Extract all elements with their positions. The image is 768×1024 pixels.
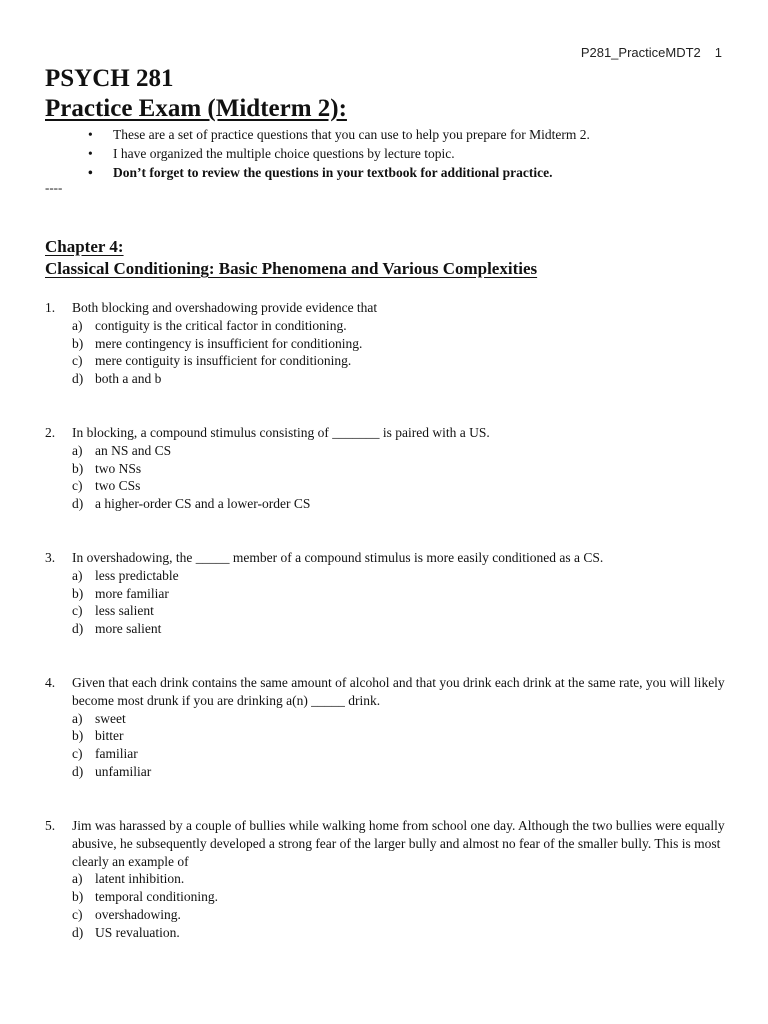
question-text: Given that each drink contains the same amount of alcohol and that you drink each drink at the same rate, you will likely become most drunk if you are drinking a(n) _____ drink. [72,675,725,708]
option-letter: b) [72,335,84,351]
option-text: two CSs [95,478,141,494]
option-list [45,710,725,781]
option-text: sweet [95,710,126,726]
document-id: P281_PracticeMDT2 [580,45,701,60]
option-item [72,602,725,620]
question-5 [45,817,725,942]
exam-title: Practice Exam (Midterm 2): [45,95,347,122]
question-number: 1. [45,300,56,315]
question-4 [45,674,725,781]
option-letter: d) [72,763,84,779]
option-text: overshadowing. [95,906,181,922]
intro-list [88,125,590,182]
option-item [72,924,725,942]
option-text: a higher-order CS and a lower-order CS [95,496,311,512]
option-item [72,906,725,924]
option-text: bitter [95,728,124,744]
question-text: In blocking, a compound stimulus consisting of _______ is paired with a US. [72,425,490,440]
option-letter: d) [72,371,84,387]
option-item [72,745,725,763]
option-text: both a and b [95,371,162,387]
option-item [72,317,725,335]
option-letter: a) [72,567,83,583]
option-item [72,620,725,638]
option-item [72,585,725,603]
option-letter: d) [72,496,84,512]
option-text: mere contiguity is insufficient for conditioning. [95,353,352,369]
separator: ---- [45,180,63,195]
question-stem [45,424,725,442]
option-text: unfamiliar [95,763,152,779]
question-stem [45,674,725,710]
option-letter: c) [72,353,83,369]
question-3 [45,549,725,638]
option-item [72,352,725,370]
option-text: familiar [95,746,138,762]
option-item [72,495,725,513]
option-text: US revaluation. [95,924,180,940]
question-number: 3. [45,550,56,565]
option-letter: c) [72,603,83,619]
question-stem [45,299,725,317]
option-item [72,442,725,460]
option-item [72,460,725,478]
option-item [72,727,725,745]
page-header [581,45,722,60]
option-text: two NSs [95,460,142,476]
option-item [72,370,725,388]
intro-text: Don’t forget to review the questions in your textbook for additional practice. [113,165,553,180]
option-text: less salient [95,603,154,619]
option-letter: b) [72,460,84,476]
option-item [72,567,725,585]
option-letter: c) [72,746,83,762]
question-1 [45,299,725,388]
option-text: more familiar [95,585,169,601]
option-text: more salient [95,621,162,637]
question-number: 4. [45,675,56,690]
intro-item [88,144,590,163]
course-title: PSYCH 281 [45,65,174,92]
option-list [45,442,725,513]
option-text: latent inhibition. [95,871,185,887]
page-number: 1 [714,45,722,60]
chapter-label: Chapter 4: [45,237,124,256]
option-list [45,317,725,388]
option-text: temporal conditioning. [95,889,218,905]
option-list [45,567,725,638]
chapter-title: Classical Conditioning: Basic Phenomena and Various Complexities [45,259,538,278]
question-number: 5. [45,818,56,833]
option-letter: a) [72,710,83,726]
option-text: an NS and CS [95,442,172,458]
chapter-heading [45,236,537,280]
option-item [72,763,725,781]
intro-item [88,163,590,182]
option-letter: a) [72,317,83,333]
bullet-icon: • [88,127,93,142]
question-stem [45,817,725,870]
option-item [72,477,725,495]
option-item [72,335,725,353]
question-number: 2. [45,425,56,440]
option-letter: b) [72,889,84,905]
option-letter: b) [72,585,84,601]
option-letter: d) [72,924,84,940]
intro-text: I have organized the multiple choice questions by lecture topic. [113,146,455,161]
question-text: Jim was harassed by a couple of bullies while walking home from school one day. Although the two bullies were equally abusive, he subsequently developed a strong fear of the larger bully and almost no fear of the smaller bully. This is most clearly an example of [72,818,725,869]
option-letter: a) [72,442,83,458]
option-text: contiguity is the critical factor in conditioning. [95,317,347,333]
option-letter: a) [72,871,83,887]
option-letter: d) [72,621,84,637]
bullet-icon: • [88,165,93,180]
option-letter: b) [72,728,84,744]
question-2 [45,424,725,513]
question-text: Both blocking and overshadowing provide evidence that [72,300,378,315]
option-letter: c) [72,478,83,494]
option-item [72,870,725,888]
intro-item [88,125,590,144]
option-item [72,888,725,906]
question-stem [45,549,725,567]
option-item [72,710,725,728]
option-letter: c) [72,906,83,922]
bullet-icon: • [88,146,93,161]
option-text: less predictable [95,567,179,583]
question-text: In overshadowing, the _____ member of a compound stimulus is more easily conditioned as a CS. [72,550,604,565]
option-list [45,870,725,941]
option-text: mere contingency is insufficient for conditioning. [95,335,363,351]
intro-text: These are a set of practice questions that you can use to help you prepare for Midterm 2. [113,127,590,142]
